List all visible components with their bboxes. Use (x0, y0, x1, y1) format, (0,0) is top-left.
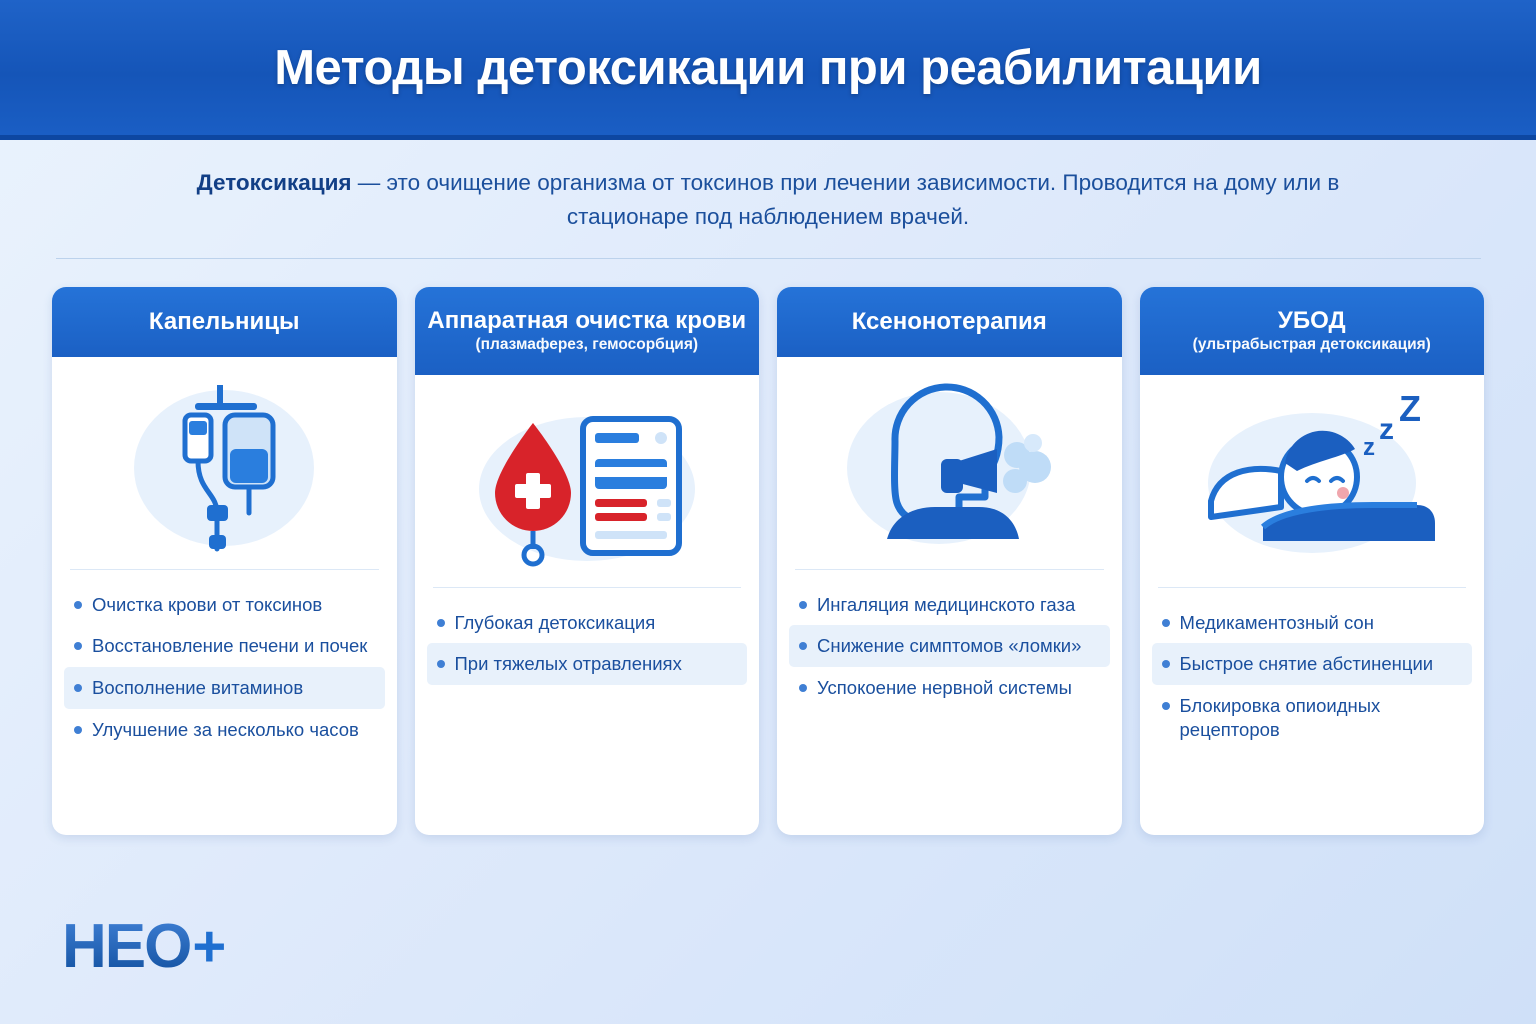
plus-icon: + (192, 914, 227, 979)
list-item-label: Снижение симптомов «ломки» (817, 635, 1082, 657)
method-card-apparatnaya-ochistka (415, 287, 760, 835)
card-header (777, 287, 1122, 357)
bullet-dot-icon (1162, 702, 1170, 710)
list-item-label: Глубокая детоксикация (454, 611, 656, 633)
list-item (789, 667, 1110, 709)
list-item (64, 667, 385, 709)
list-item-label: Очистка крови от токсинов (92, 593, 323, 615)
brand-logo (62, 912, 227, 981)
method-card-ubod (1140, 287, 1485, 835)
card-bullet-list (777, 570, 1122, 727)
logo-wordmark: HEO (62, 912, 191, 981)
list-item-label: Восстановление печени и почек (92, 635, 368, 657)
card-header (415, 287, 760, 375)
intro-text (150, 166, 1386, 234)
bullet-dot-icon (799, 642, 807, 650)
bullet-dot-icon (437, 660, 445, 668)
list-item (1152, 643, 1473, 685)
list-item-label: Быстрое снятие абстиненции (1179, 653, 1434, 675)
svg-text:z: z (1378, 412, 1394, 446)
page-header (0, 0, 1536, 140)
method-card-kapelnicy (52, 287, 397, 835)
card-subtitle: (ультрабыстрая детоксикация) (1192, 336, 1431, 354)
card-title: Аппаратная очистка крови (427, 306, 747, 334)
list-item-label: Медикаментозный сон (1179, 611, 1374, 633)
list-item-label: Блокировка опиоидных рецепторов (1179, 694, 1381, 740)
bullet-dot-icon (74, 642, 82, 650)
bullet-dot-icon (74, 601, 82, 609)
list-item (1152, 685, 1473, 750)
card-header (1140, 287, 1485, 375)
bullet-dot-icon (1162, 619, 1170, 627)
bullet-dot-icon (1162, 660, 1170, 668)
list-item (64, 709, 385, 751)
bullet-dot-icon (74, 684, 82, 692)
card-bullet-list (415, 588, 760, 703)
bullet-dot-icon (74, 726, 82, 734)
list-item (789, 584, 1110, 626)
list-item (64, 584, 385, 626)
card-header (52, 287, 397, 357)
list-item (427, 643, 748, 685)
iv-drip-icon (52, 357, 397, 569)
list-item-label: Восполнение витаминов (92, 676, 304, 698)
method-card-ksenonoterapiya (777, 287, 1122, 835)
intro-section (0, 140, 1536, 234)
list-item-label: Ингаляция медицинското газа (817, 593, 1076, 615)
card-subtitle: (плазмаферез, гемосорбция) (475, 336, 699, 354)
sleeping-patient-icon (1140, 375, 1485, 587)
intro-lead: Детоксикация (196, 170, 352, 195)
svg-text:Z: Z (1398, 387, 1421, 429)
methods-card-grid (0, 259, 1536, 835)
blood-purification-icon (415, 375, 760, 587)
xenon-inhalation-icon (777, 357, 1122, 569)
page-title: Методы детоксикации при реабилитации (274, 40, 1262, 95)
list-item-label: При тяжелых отравлениях (454, 653, 682, 675)
bullet-dot-icon (437, 619, 445, 627)
card-title: Ксенонотерапия (851, 307, 1047, 335)
list-item-label: Успокоение нервной системы (817, 676, 1072, 698)
list-item (427, 602, 748, 644)
list-item-label: Улучшение за несколько часов (92, 718, 359, 740)
card-title: УБОД (1277, 306, 1346, 334)
svg-text:z: z (1362, 433, 1375, 461)
list-item (64, 625, 385, 667)
list-item (1152, 602, 1473, 644)
card-title: Капельницы (148, 307, 300, 335)
intro-rest: — это очищение организма от токсинов при лечении зависимости. Проводится на дому или в стационаре под наблюдением врачей. (351, 170, 1340, 229)
bullet-dot-icon (799, 601, 807, 609)
card-bullet-list (52, 570, 397, 769)
list-item (789, 625, 1110, 667)
card-bullet-list (1140, 588, 1485, 769)
bullet-dot-icon (799, 684, 807, 692)
